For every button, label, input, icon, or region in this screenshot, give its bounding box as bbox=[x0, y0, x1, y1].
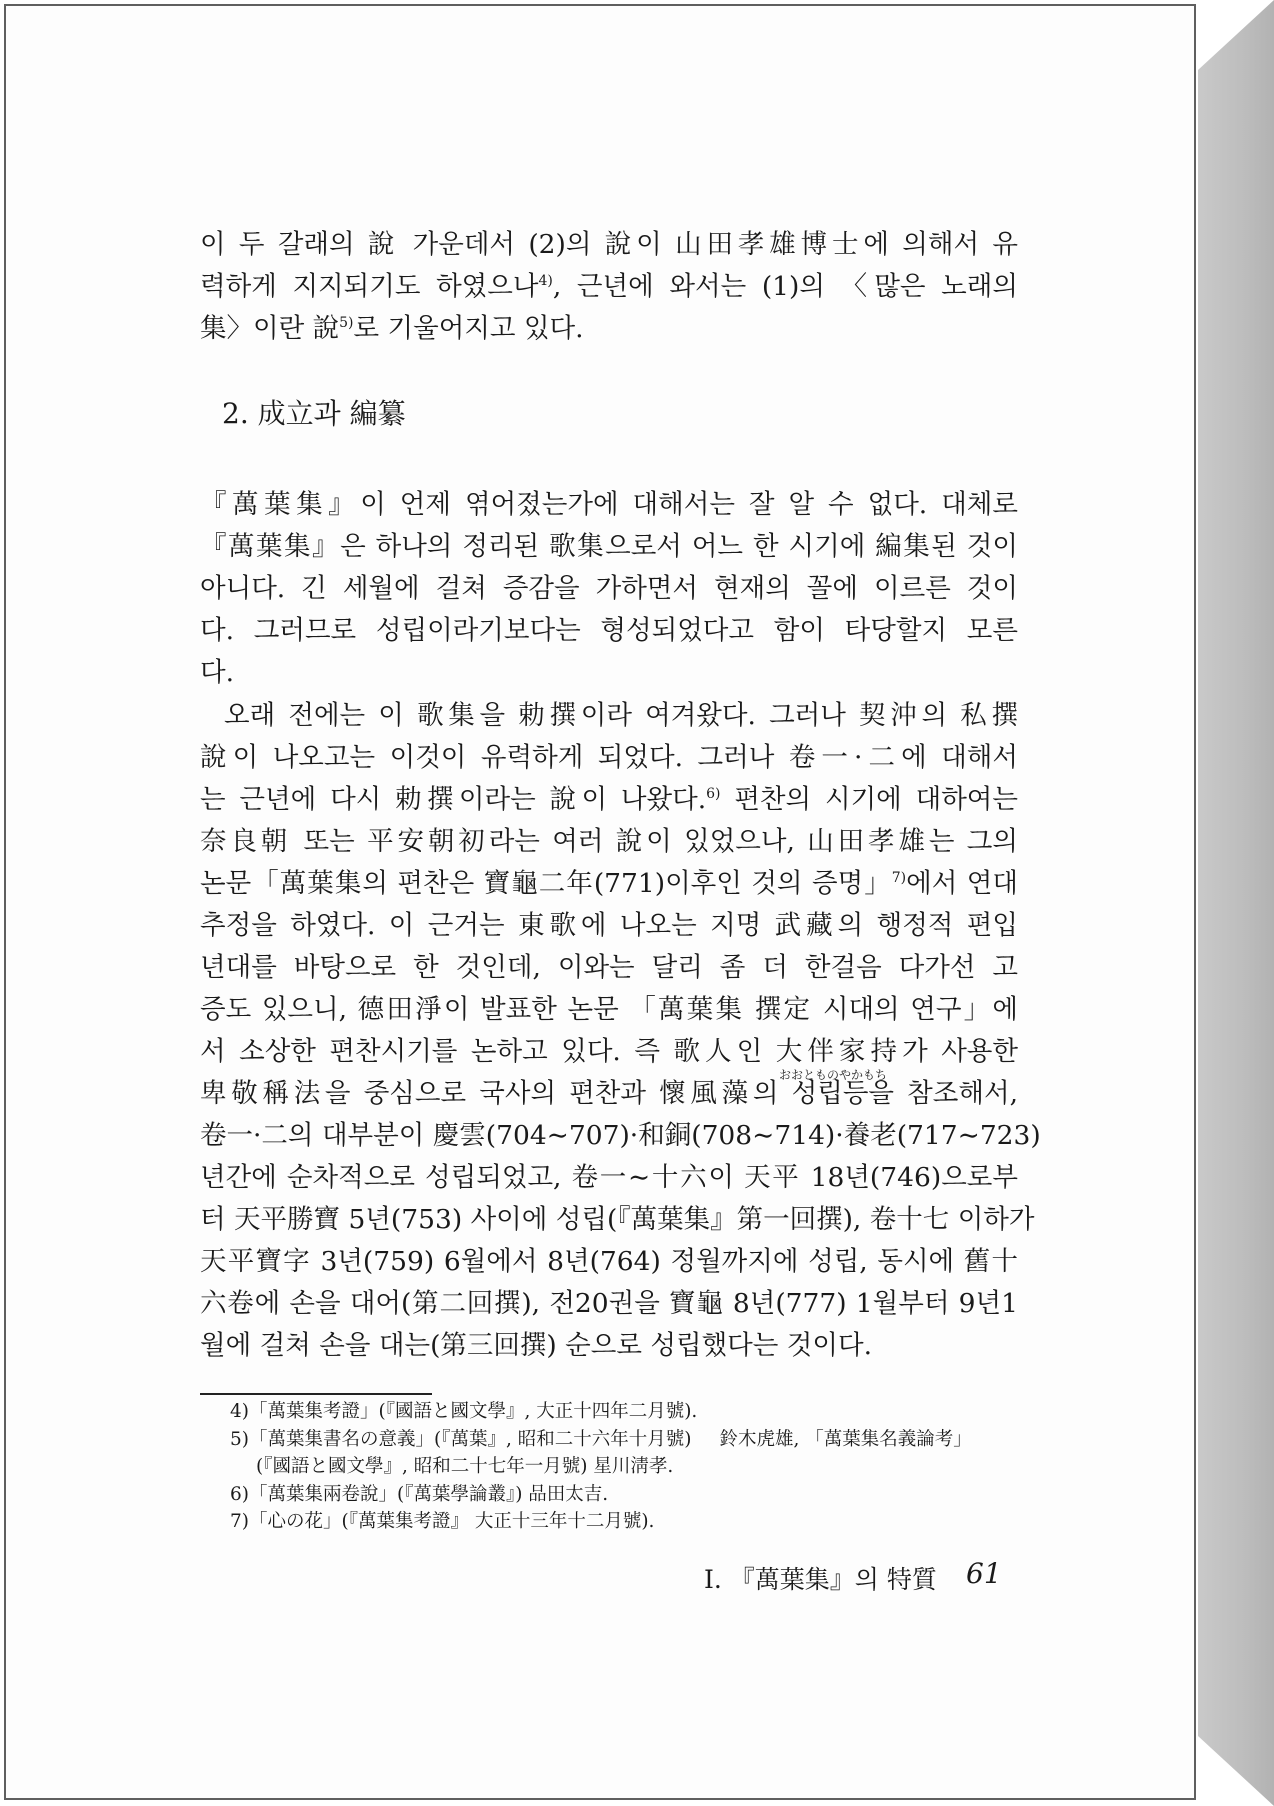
paragraph-3-line-4: 奈良朝 또는 平安朝初라는 여러 說이 있었으나, 山田孝雄는 그의 bbox=[200, 826, 1018, 857]
paragraph-1-line-1: 이 두 갈래의 說 가운데서 (2)의 說이 山田孝雄博士에 의해서 유 bbox=[200, 229, 1018, 260]
footnote-ref-7: 7) bbox=[891, 870, 907, 886]
furigana-reading: おおとものやかもち bbox=[779, 1068, 888, 1082]
paragraph-2 bbox=[200, 484, 1018, 694]
paragraph-3-line-3-part-a: 는 근년에 다시 勅撰이라는 說이 나왔다. bbox=[200, 784, 707, 815]
paragraph-3-line-14: 天平寶字 3년(759) 6월에서 8년(764) 정월까지에 성립, 동시에 舊十 bbox=[200, 1246, 1018, 1277]
footnote-ref-4: 4) bbox=[538, 273, 553, 289]
paragraph-1-line-2-part-a: 력하게 지지되기도 하였으나 bbox=[200, 271, 539, 302]
book-page-edge-shadow bbox=[1198, 0, 1274, 1806]
footnote-separator bbox=[200, 1393, 432, 1395]
footnote-7: 7)「心の花」(『萬葉集考證』 大正十三年十二月號). bbox=[230, 1511, 655, 1532]
paragraph-3-line-5-part-b: 에서 연대 bbox=[906, 868, 1018, 899]
paragraph-3-line-8: 증도 있으니, 德田淨이 발표한 논문 「萬葉集 撰定 시대의 연구」에 bbox=[200, 994, 1018, 1025]
footnote-ref-6: 6) bbox=[706, 786, 721, 802]
paragraph-3-line-11: 卷一·二의 대부분이 慶雲(704∼707)·和銅(708∼714)·養老(717∼723) bbox=[200, 1120, 1041, 1151]
paragraph-3-line-2: 說이 나오고는 이것이 유력하게 되었다. 그러나 卷一·二에 대해서 bbox=[200, 742, 1018, 773]
paragraph-1-line-3-part-b: 로 기울어지고 있다. bbox=[353, 313, 584, 344]
paragraph-2-line-1: 『萬葉集』이 언제 엮어졌는가에 대해서는 잘 알 수 없다. 대체로 bbox=[200, 489, 1018, 520]
section-heading: 2. 成立과 編纂 bbox=[222, 397, 406, 430]
footnote-5-continued: (『國語と國文學』, 昭和二十七年一月號) 星川淸孝. bbox=[256, 1456, 674, 1477]
paragraph-2-line-2: 『萬葉集』은 하나의 정리된 歌集으로서 어느 한 시기에 編集된 것이 bbox=[200, 531, 1018, 562]
paragraph-2-line-3: 아니다. 긴 세월에 걸쳐 증감을 가하면서 현재의 꼴에 이르른 것이 bbox=[200, 573, 1018, 604]
paragraph-3-line-5-part-a: 논문「萬葉集의 편찬은 寶龜二年(771)이후인 것의 증명」 bbox=[200, 868, 892, 899]
paragraph-3-line-3-part-b: 편찬의 시기에 대하여는 bbox=[720, 784, 1018, 815]
footnote-4: 4)「萬葉集考證」(『國語と國文學』, 大正十四年二月號). bbox=[230, 1401, 698, 1422]
paragraph-3-line-3 bbox=[200, 779, 1018, 821]
paragraph-3-line-13: 터 天平勝寶 5년(753) 사이에 성립(『萬葉集』第一回撰), 卷十七 이하가 bbox=[200, 1204, 1035, 1235]
paragraph-3-line-6: 추정을 하였다. 이 근거는 東歌에 나오는 지명 武藏의 행정적 편입 bbox=[200, 910, 1018, 941]
paragraph-1-line-2 bbox=[200, 266, 1018, 308]
running-footer-title: I. 『萬葉集』의 特質 bbox=[704, 1565, 937, 1594]
paragraph-3-line-10: 卑敬稱法을 중심으로 국사의 편찬과 懷風藻의 성립등을 참조해서, bbox=[200, 1078, 1018, 1109]
paragraph-3-line-12: 년간에 순차적으로 성립되었고, 卷一∼十六이 天平 18년(746)으로부 bbox=[200, 1162, 1018, 1193]
footnote-ref-5: 5) bbox=[339, 315, 354, 331]
paragraph-2-line-4: 다. 그러므로 성립이라기보다는 형성되었다고 함이 타당할지 모른 bbox=[200, 615, 1018, 646]
footnote-5-part-a: 5)「萬葉集書名の意義」(『萬葉』, 昭和二十六年十月號) bbox=[230, 1428, 692, 1450]
paragraph-3-line-7: 년대를 바탕으로 한 것인데, 이와는 달리 좀 더 한걸음 다가선 고 bbox=[200, 952, 1018, 983]
page-number: 61 bbox=[966, 1557, 1002, 1590]
paragraph-3-line-1: 오래 전에는 이 歌集을 勅撰이라 여겨왔다. 그러나 契沖의 私撰 bbox=[224, 700, 1018, 731]
paragraph-1-line-3-part-a: 集〉이란 說 bbox=[200, 313, 340, 344]
footnote-6: 6)「萬葉集兩卷說」(『萬葉學論叢』) 品田太吉. bbox=[230, 1483, 609, 1505]
paragraph-3-line-9: 서 소상한 편찬시기를 논하고 있다. 즉 歌人인 大伴家持가 사용한 bbox=[200, 1036, 1018, 1067]
paragraph-3-line-16: 월에 걸쳐 손을 대는(第三回撰) 순으로 성립했다는 것이다. bbox=[200, 1330, 873, 1361]
paragraph-3-line-5 bbox=[200, 863, 1018, 905]
footnotes bbox=[230, 1398, 1030, 1536]
footnote-5-part-b: 鈴木虎雄, 「萬葉集名義論考」 bbox=[719, 1428, 972, 1450]
paragraph-3-line-15: 六卷에 손을 대어(第二回撰), 전20권을 寶龜 8년(777) 1월부터 9년1 bbox=[200, 1288, 1018, 1319]
paragraph-1 bbox=[200, 224, 1018, 350]
footnote-5 bbox=[230, 1426, 1030, 1454]
paragraph-1-line-3 bbox=[200, 308, 1018, 350]
paragraph-3 bbox=[200, 695, 1041, 1367]
paragraph-1-line-2-part-b: , 근년에 와서는 (1)의 〈많은 노래의 bbox=[552, 271, 1018, 302]
paragraph-2-line-5: 다. bbox=[200, 657, 235, 688]
